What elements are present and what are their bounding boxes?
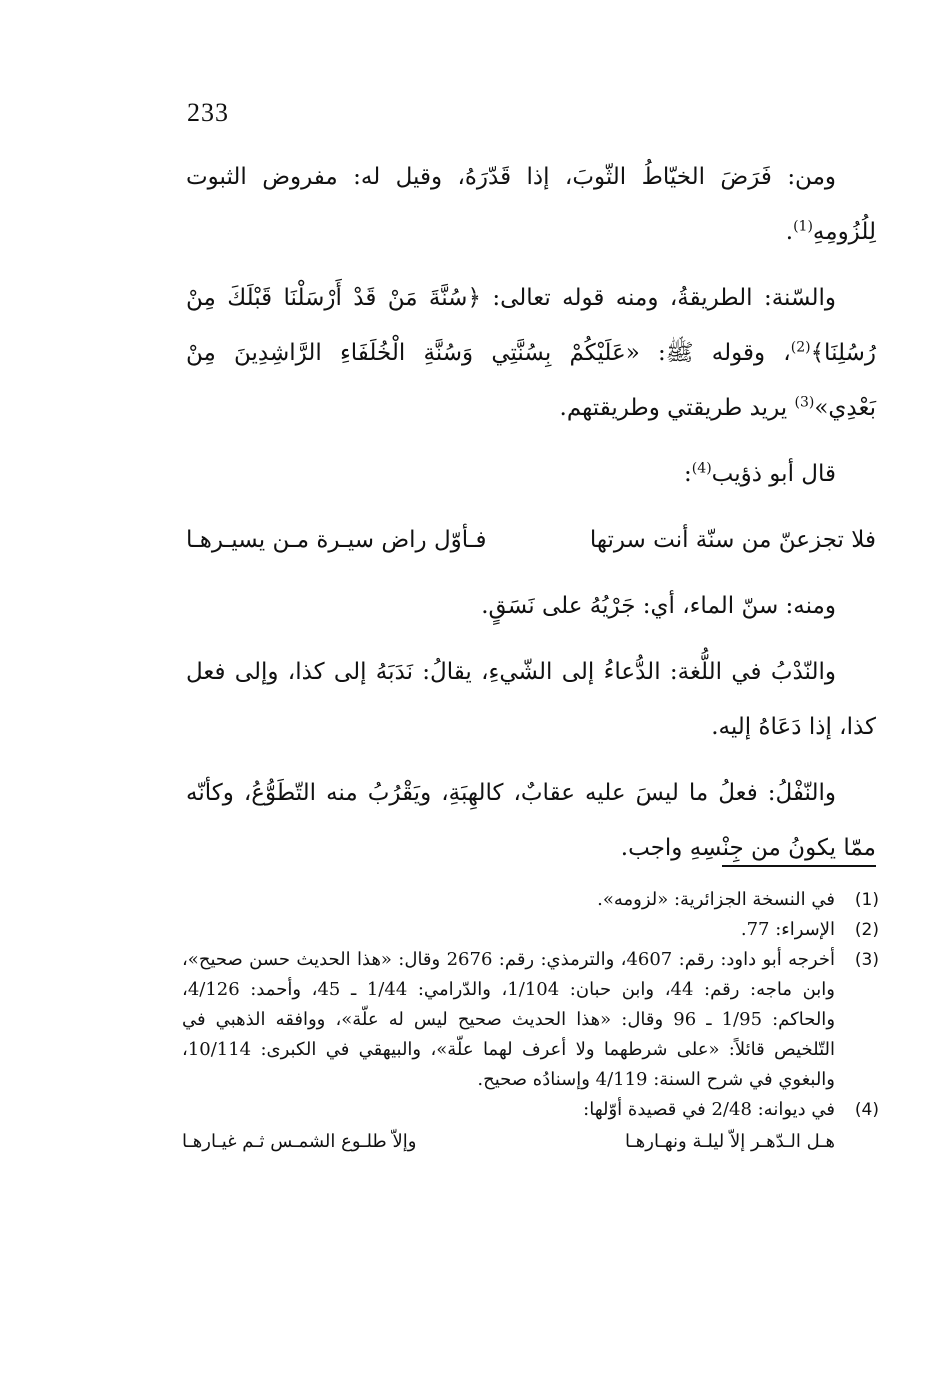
- footnote-item: [182, 885, 879, 915]
- footnote-number: (1): [854, 890, 879, 910]
- footnote-poem-verse: [182, 1127, 879, 1157]
- footnote-verse-second: وإلاّ طلـوع الشمـس ثـم غيـارهـا: [182, 1131, 417, 1152]
- footnote-item: [182, 945, 879, 1095]
- paragraph-abu-dhuayb: قال أبو ذؤيب$^{(4)}$:: [684, 460, 836, 487]
- footnote-item: [182, 1095, 879, 1125]
- footnotes: [182, 885, 879, 1157]
- footnote-ref: (4): [691, 460, 712, 477]
- paragraph-sunna: والسّنة: الطريقةُ، ومنه قوله تعالى: ﴿سُنَّةَ مَنْ قَدْ أَرْسَلْنَا قَبْلَكَ مِنْ رُسُلِنَا﴾$^{(2)}$، وقوله ﷺ: «عَلَيْكُمْ بِسُنَّتِي وَسُنَّةِ الْخُلَفَاءِ الرَّاشِدِينَ مِنْ بَعْدِي»$^{(3)}$ يريد طريقتي وطريقتهم.: [186, 285, 876, 421]
- verse-second-hemistich: فـأوّل راض سيـرة مـن يسيـرهـا: [186, 527, 487, 553]
- footnote-ref: (3): [794, 394, 815, 411]
- footnote-text: في ديوانه: 2/48 في قصيدة أوّلها:: [583, 1099, 835, 1120]
- footnote-number: (3): [854, 950, 879, 970]
- footnote-text: أخرجه أبو داود: رقم: 4607، والترمذي: رقم: 2676 وقال: «هذا الحديث حسن صحيح»، وابن ماجه: رقم: 44، وابن حبان: 1/104، والدّرامي: 1/44 ـ 45، وأحمد: 4/126، والحاكم: 1/95 ـ 96 وقال: «هذا الحديث صحيح ليس له علّة»، ووافقه الذهبي في التّلخيص قائلاً: «على شرطهما ولا أعرف لهما علّة»، والبيهقي في الكبرى: 10/114، والبغوي في شرح السنة: 4/119 وإسنادُه صحيح.: [182, 949, 836, 1090]
- paragraph-fard: ومن: فَرَضَ الخيّاطُ الثّوبَ، إذا قَدّرَهُ، وقيل له: مفروض الثبوت لِلُزُومِهِ$^{(1)}$.: [186, 164, 876, 245]
- verse-first-hemistich: فلا تجزعنّ من سنّة أنت سرتها: [589, 527, 876, 553]
- poem-verse: [186, 513, 876, 568]
- main-text: [186, 150, 876, 887]
- footnote-verse-first: هـل الـدّهـر إلاّ ليلـة ونهـارهـا: [625, 1131, 835, 1152]
- paragraph-nadb: والنّدْبُ في اللُّغة: الدُّعاءُ إلى الشّيءِ، يقالُ: نَدَبَهُ إلى كذا، وإلى فعل كذا، إذا دَعَاهُ إليه.: [186, 659, 876, 740]
- page-number: 233: [187, 98, 229, 127]
- paragraph-sann-al-ma: ومنه: سنّ الماء، أي: جَرْيُهُ على نَسَقٍ.: [481, 593, 836, 619]
- footnote-text: في النسخة الجزائرية: «لزومه».: [597, 889, 835, 910]
- footnote-number: (4): [854, 1100, 879, 1120]
- footnote-separator: [722, 865, 876, 867]
- paragraph-nafl: والنّفْلُ: فعلُ ما ليسَ عليه عقابٌ، كالهِبَةِ، ويَقْرُبُ منه التّطَوُّعُ، وكأنّه ممّا يكونُ من جِنْسِهِ واجب.: [186, 780, 876, 861]
- footnote-number: (2): [854, 920, 879, 940]
- footnote-ref: (2): [790, 339, 811, 356]
- footnote-ref: (1): [793, 218, 813, 235]
- footnote-item: [182, 915, 879, 945]
- footnote-text: الإسراء: 77.: [740, 919, 835, 940]
